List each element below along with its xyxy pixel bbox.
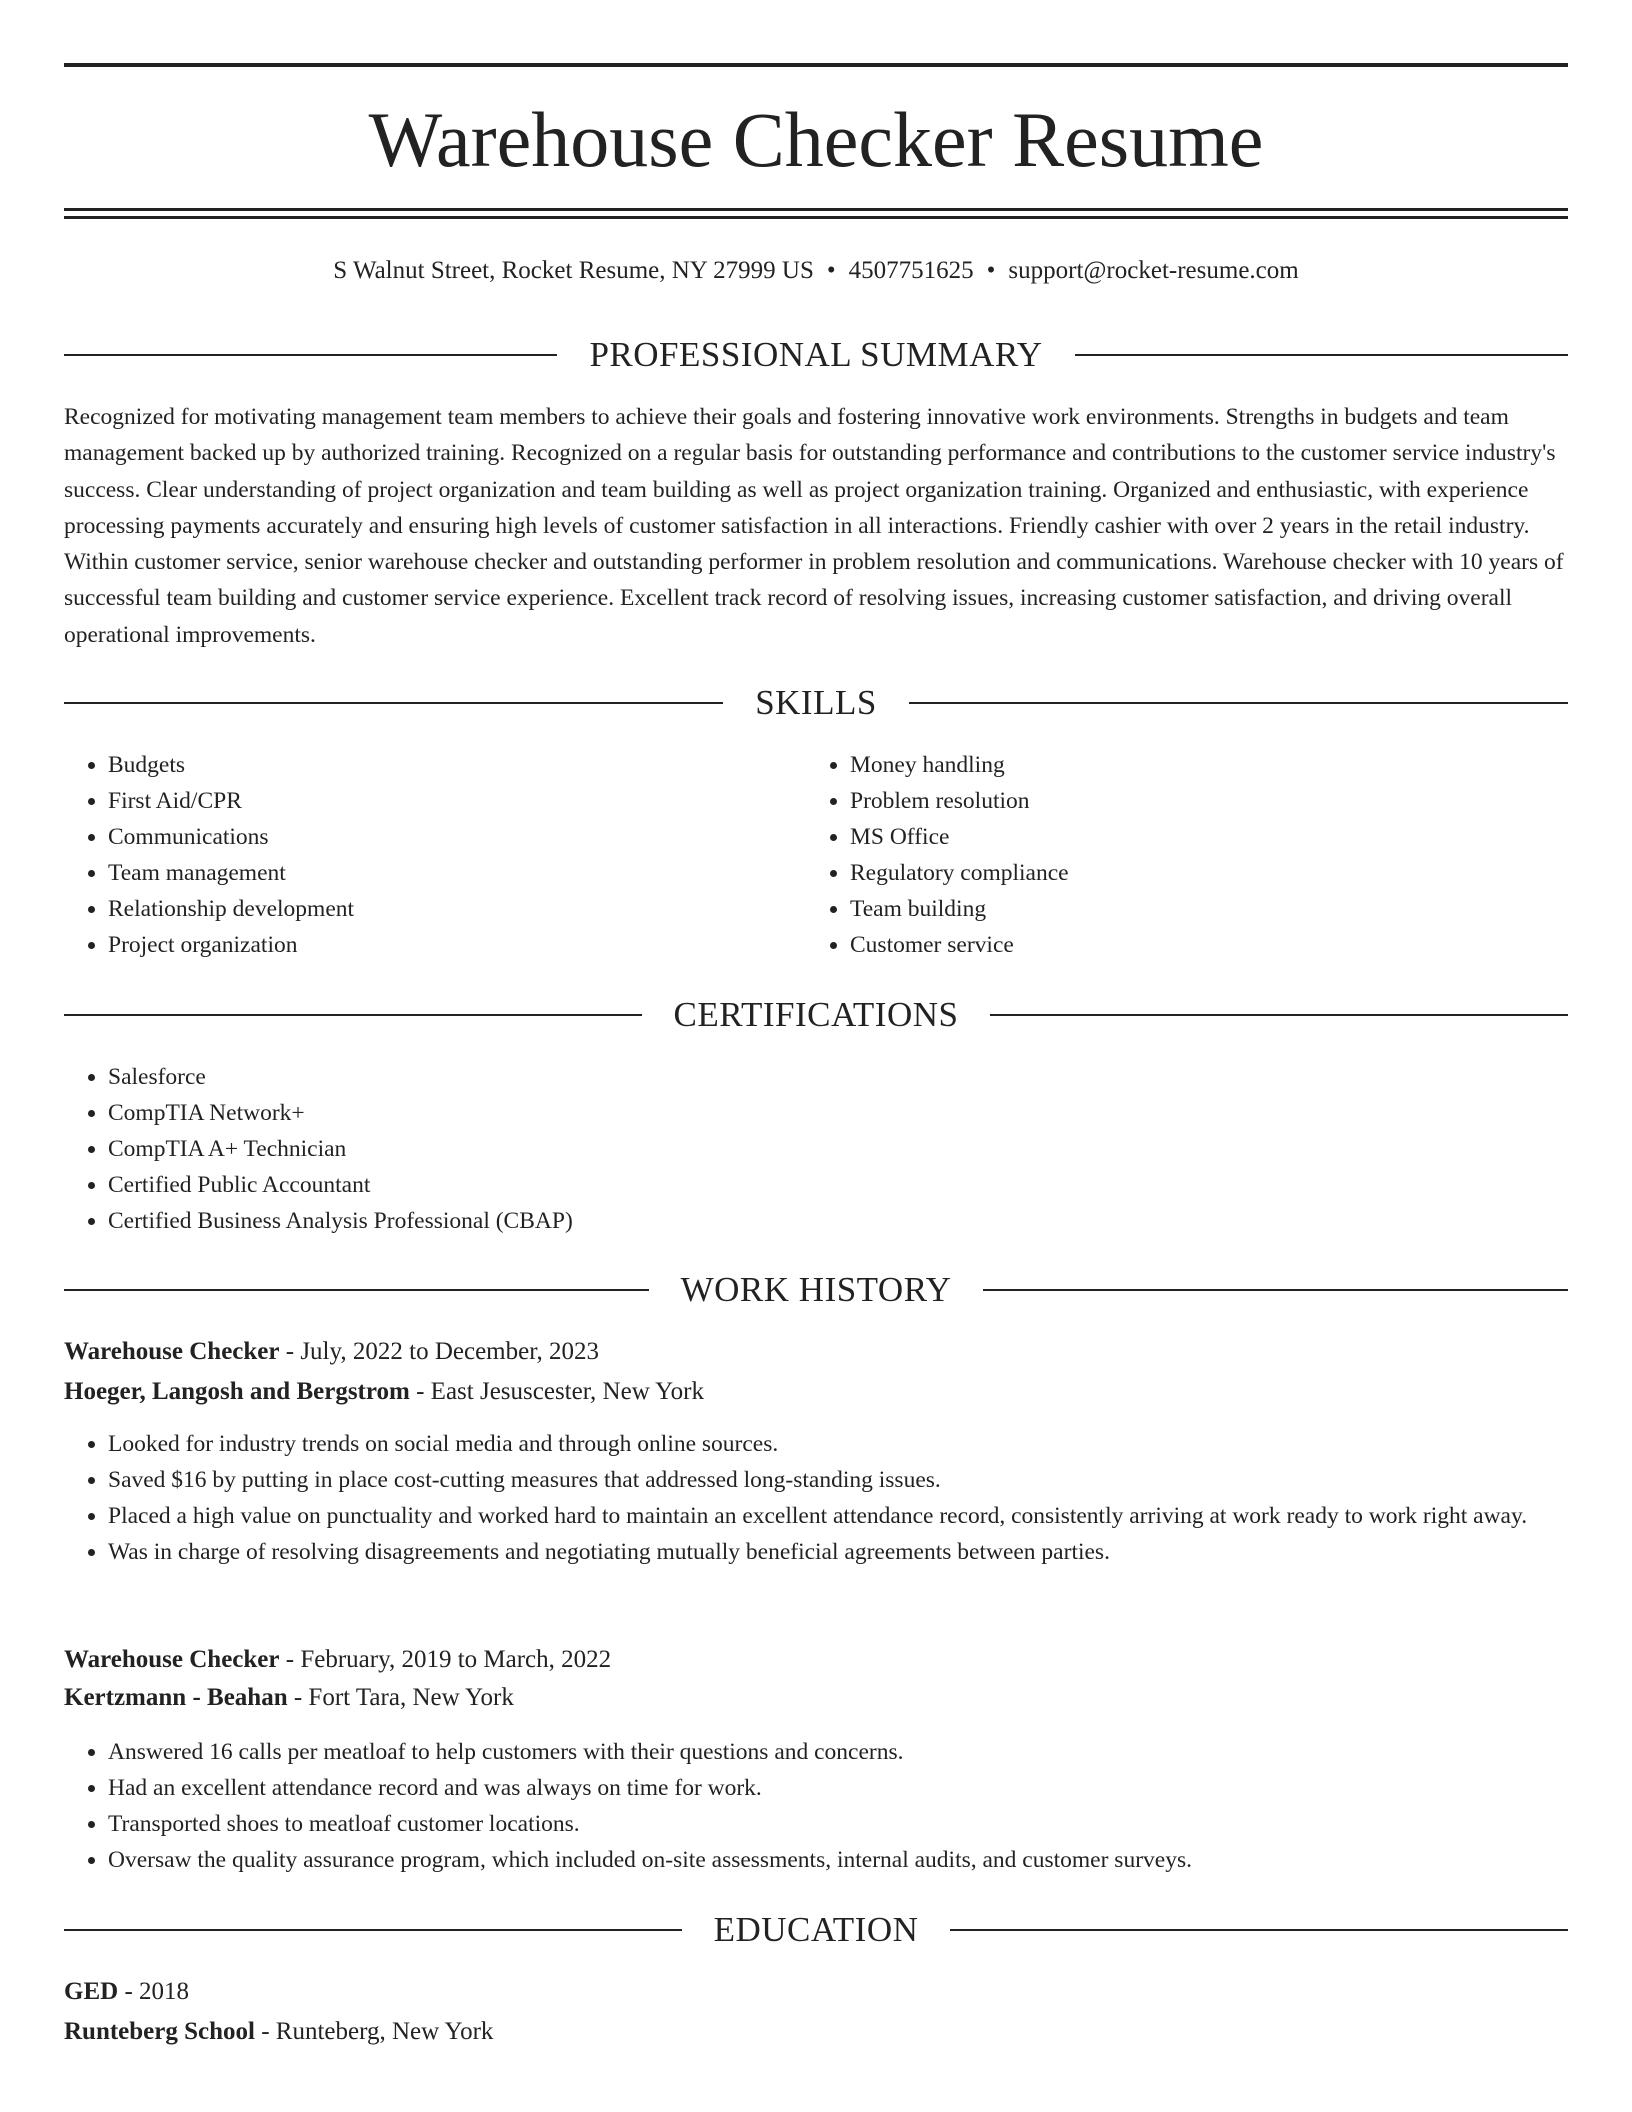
heading-rule bbox=[64, 354, 557, 356]
section-heading-education bbox=[64, 1908, 1568, 1952]
section-title: WORK HISTORY bbox=[680, 1270, 952, 1309]
education-degree: GED bbox=[64, 1978, 119, 2005]
skill-item: • Team management bbox=[108, 855, 764, 891]
contact-separator: • bbox=[826, 257, 836, 284]
heading-rule bbox=[64, 1929, 682, 1931]
job-dates: - February, 2019 to March, 2022 bbox=[279, 1646, 612, 1673]
certification-item: • Certified Public Accountant bbox=[108, 1167, 1568, 1203]
skill-item: • Communications bbox=[108, 819, 764, 855]
heading-rule bbox=[64, 702, 723, 704]
skill-item: • Relationship development bbox=[108, 891, 764, 927]
education-school: Runteberg School bbox=[64, 2018, 255, 2045]
top-rule bbox=[64, 63, 1568, 67]
skills-list-left bbox=[64, 747, 764, 963]
certifications-block bbox=[64, 1059, 1568, 1239]
education-degree-line bbox=[64, 1974, 1568, 2010]
job-company-line bbox=[64, 1374, 1568, 1410]
skills-column-left bbox=[64, 747, 764, 963]
heading-rule bbox=[990, 1014, 1568, 1016]
job-dates: - July, 2022 to December, 2023 bbox=[279, 1338, 600, 1365]
job-bullet: • Was in charge of resolving disagreements and negotiating mutually beneficial agreements between parties. bbox=[108, 1534, 1568, 1570]
job-bullet-list bbox=[64, 1426, 1568, 1570]
job-company: Kertzmann - Beahan bbox=[64, 1684, 288, 1711]
certification-item: • Certified Business Analysis Professional (CBAP) bbox=[108, 1203, 1568, 1239]
summary-text: Recognized for motivating management team members to achieve their goals and fostering innovative work environments. Strengths in budgets and team management backed up by authorized training. Recognized on a regular basis for outstanding performance and contributions to the customer service industry's success. Clear understanding of project organization and team building as well as project organization training. Organized and enthusiastic, with experience processing payments accurately and ensuring high levels of customer satisfaction in all interactions. Friendly cashier with over 2 years in the retail industry. Within customer service, senior warehouse checker and outstanding performer in problem resolution and communications. Warehouse checker with 10 years of successful team building and customer service experience. Excellent track record of resolving issues, increasing customer satisfaction, and driving overall operational improvements. bbox=[64, 404, 1564, 648]
job-location: - Fort Tara, New York bbox=[287, 1684, 514, 1711]
heading-rule bbox=[64, 1014, 642, 1016]
job-location: - East Jesuscester, New York bbox=[409, 1378, 704, 1405]
heading-rule bbox=[64, 1289, 649, 1291]
certifications-list bbox=[64, 1059, 1568, 1239]
skill-item: • Customer service bbox=[850, 927, 1506, 963]
section-title: CERTIFICATIONS bbox=[673, 995, 959, 1034]
skill-item: • Team building bbox=[850, 891, 1506, 927]
skills-column-right bbox=[806, 747, 1506, 963]
contact-email: support@rocket-resume.com bbox=[1008, 257, 1299, 284]
skill-item: • Project organization bbox=[108, 927, 764, 963]
certification-item: • CompTIA Network+ bbox=[108, 1095, 1568, 1131]
skill-item: • Regulatory compliance bbox=[850, 855, 1506, 891]
heading-rule bbox=[983, 1289, 1568, 1291]
education-year: - 2018 bbox=[118, 1978, 190, 2005]
education-location: - Runteberg, New York bbox=[254, 2018, 494, 2045]
job-company-line bbox=[64, 1680, 1568, 1716]
skill-item: • First Aid/CPR bbox=[108, 783, 764, 819]
job-title: Warehouse Checker bbox=[64, 1646, 280, 1673]
job-title: Warehouse Checker bbox=[64, 1338, 280, 1365]
job-bullet: • Looked for industry trends on social media and through online sources. bbox=[108, 1426, 1568, 1462]
section-title: PROFESSIONAL SUMMARY bbox=[589, 335, 1043, 374]
job-title-line bbox=[64, 1334, 1568, 1370]
skill-item: • Budgets bbox=[108, 747, 764, 783]
contact-address: S Walnut Street, Rocket Resume, NY 27999 US bbox=[333, 257, 814, 284]
job-bullet: • Saved $16 by putting in place cost-cutting measures that addressed long-standing issues. bbox=[108, 1462, 1568, 1498]
section-heading-summary bbox=[64, 333, 1568, 377]
job-title-line bbox=[64, 1642, 1568, 1678]
job-bullet: • Oversaw the quality assurance program, which included on-site assessments, internal audits, and customer surveys. bbox=[108, 1842, 1568, 1878]
job-bullet-list bbox=[64, 1734, 1568, 1878]
heading-rule bbox=[1075, 354, 1568, 356]
contact-separator: • bbox=[986, 257, 996, 284]
job-bullet: • Answered 16 calls per meatloaf to help customers with their questions and concerns. bbox=[108, 1734, 1568, 1770]
skill-item: • Problem resolution bbox=[850, 783, 1506, 819]
skill-item: • MS Office bbox=[850, 819, 1506, 855]
job-bullet: • Had an excellent attendance record and was always on time for work. bbox=[108, 1770, 1568, 1806]
job-bullet: • Placed a high value on punctuality and worked hard to maintain an excellent attendance record, consistently arriving at work ready to work right away. bbox=[108, 1498, 1568, 1534]
certification-item: • Salesforce bbox=[108, 1059, 1568, 1095]
certification-item: • CompTIA A+ Technician bbox=[108, 1131, 1568, 1167]
title-rule-upper bbox=[64, 208, 1568, 211]
section-title: SKILLS bbox=[755, 683, 877, 722]
job-bullets bbox=[64, 1426, 1568, 1570]
contact-phone: 4507751625 bbox=[848, 257, 974, 284]
title-rule-lower bbox=[64, 216, 1568, 219]
resume-title: Warehouse Checker Resume bbox=[368, 96, 1264, 183]
section-heading-skills bbox=[64, 681, 1568, 725]
job-bullet: • Transported shoes to meatloaf customer locations. bbox=[108, 1806, 1568, 1842]
section-title: EDUCATION bbox=[713, 1910, 919, 1949]
education-school-line bbox=[64, 2014, 1568, 2050]
skills-list-right bbox=[806, 747, 1506, 963]
heading-rule bbox=[950, 1929, 1568, 1931]
skill-item: • Money handling bbox=[850, 747, 1506, 783]
job-company: Hoeger, Langosh and Bergstrom bbox=[64, 1378, 410, 1405]
section-heading-work-history bbox=[64, 1268, 1568, 1312]
heading-rule bbox=[909, 702, 1568, 704]
job-bullets bbox=[64, 1734, 1568, 1878]
contact-line bbox=[64, 254, 1568, 288]
section-heading-certifications bbox=[64, 993, 1568, 1037]
